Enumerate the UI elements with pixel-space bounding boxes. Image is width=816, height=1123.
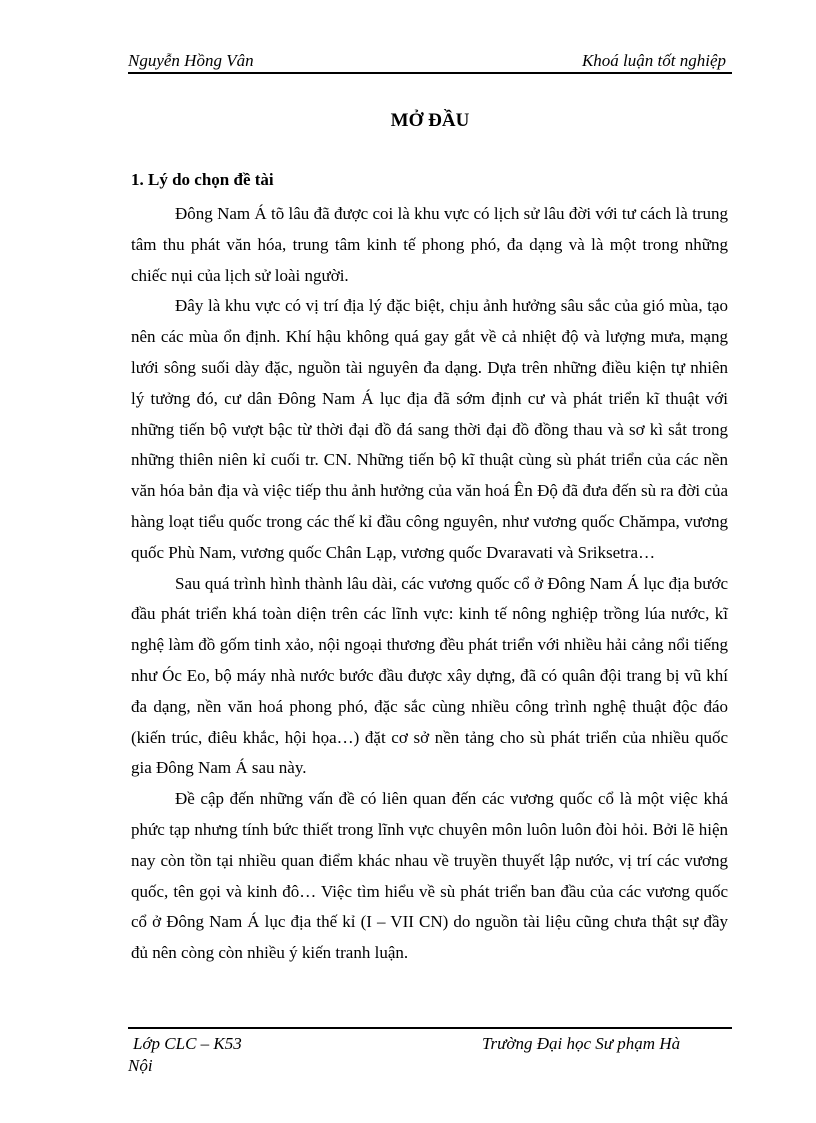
paragraph: Đây là khu vực có vị trí địa lý đặc biệt, chịu ảnh hưởng sâu sắc của gió mùa, tạo nên các mùa ổn định. Khí hậu không quá gay gắt về cả nhiệt độ và lượng mưa, mạng lưới sông suối dày đặc, nguồn tài nguyên đa dạng. Dựa trên những điều kiện tự nhiên lý tưởng đó, cư dân Đông Nam Á lục địa đã sớm định cư và phát triển kĩ thuật với những tiến bộ vượt bậc từ thời đại đồ đá sang thời đại đồ đồng thau và sơ kì sắt trong những thiên niên kỉ cuối tr. CN. Những tiến bộ kĩ thuật cùng sù phát triển của các nền văn hóa bản địa và việc tiếp thu ảnh hưởng của văn hoá Ên Độ đã đưa đến sù ra đời của hàng loạt tiểu quốc trong các thế kỉ đầu công nguyên, như vương quốc Chămpa, vương quốc Phù Nam, vương quốc Chân Lạp, vương quốc Dvaravati và Sriksetra… (131, 296, 728, 562)
footer-class-label: Lớp CLC – K53 (133, 1034, 242, 1053)
section-heading: 1. Lý do chọn đề tài (131, 170, 274, 189)
header-rule (128, 72, 732, 74)
footer-school-wrap: Nội (128, 1056, 153, 1075)
footer-rule (128, 1027, 732, 1029)
paragraph: Sau quá trình hình thành lâu dài, các vương quốc cổ ở Đông Nam Á lục địa bước đầu phát triển khá toàn diện trên các lĩnh vực: kinh tế nông nghiệp trồng lúa nước, kĩ nghệ làm đồ gốm tinh xảo, nội ngoại thương đều phát triển với nhiều hải cảng nổi tiếng như Óc Eo, bộ máy nhà nước bước đầu được xây dựng, đã có quân đội trang bị vũ khí đa dạng, nền văn hoá phong phó, đặc sắc cùng nhiều công trình nghệ thuật độc đáo (kiến trúc, điêu khắc, hội họa…) đặt cơ sở nền tảng cho sù phát triển của nhiều quốc gia Đông Nam Á sau này. (131, 573, 728, 778)
body-text (131, 199, 728, 969)
page-title: MỞ ĐẦU (390, 110, 470, 131)
header-doc-type: Khoá luận tốt nghiệp (581, 51, 726, 70)
paragraph: Đề cập đến những vấn đề có liên quan đến các vương quốc cổ là một việc khá phức tạp nhưng tính bức thiết trong lĩnh vực chuyên môn luôn luôn đòi hỏi. Bởi lẽ hiện nay còn tồn tại nhiều quan điểm khác nhau về truyền thuyết lập nước, vị trí các vương quốc, tên gọi và kinh đô… Việc tìm hiểu về sù phát triển ban đầu của các vương quốc cổ ở Đông Nam Á lục địa thế kỉ (I – VII CN) do nguồn tài liệu cũng chưa thật sự đầy đủ nên còng còn nhiều ý kiến tranh luận. (131, 789, 728, 963)
footer-school-label: Trường Đại học Sư phạm Hà (482, 1034, 681, 1053)
paragraph: Đông Nam Á tõ lâu đã được coi là khu vực có lịch sử lâu đời với tư cách là trung tâm thu phát văn hóa, trung tâm kinh tế phong phó, đa dạng và là một trong những chiếc nụi của lịch sử loài người. (131, 204, 728, 285)
header-author: Nguyễn Hồng Vân (128, 51, 254, 70)
page-header (128, 48, 732, 74)
